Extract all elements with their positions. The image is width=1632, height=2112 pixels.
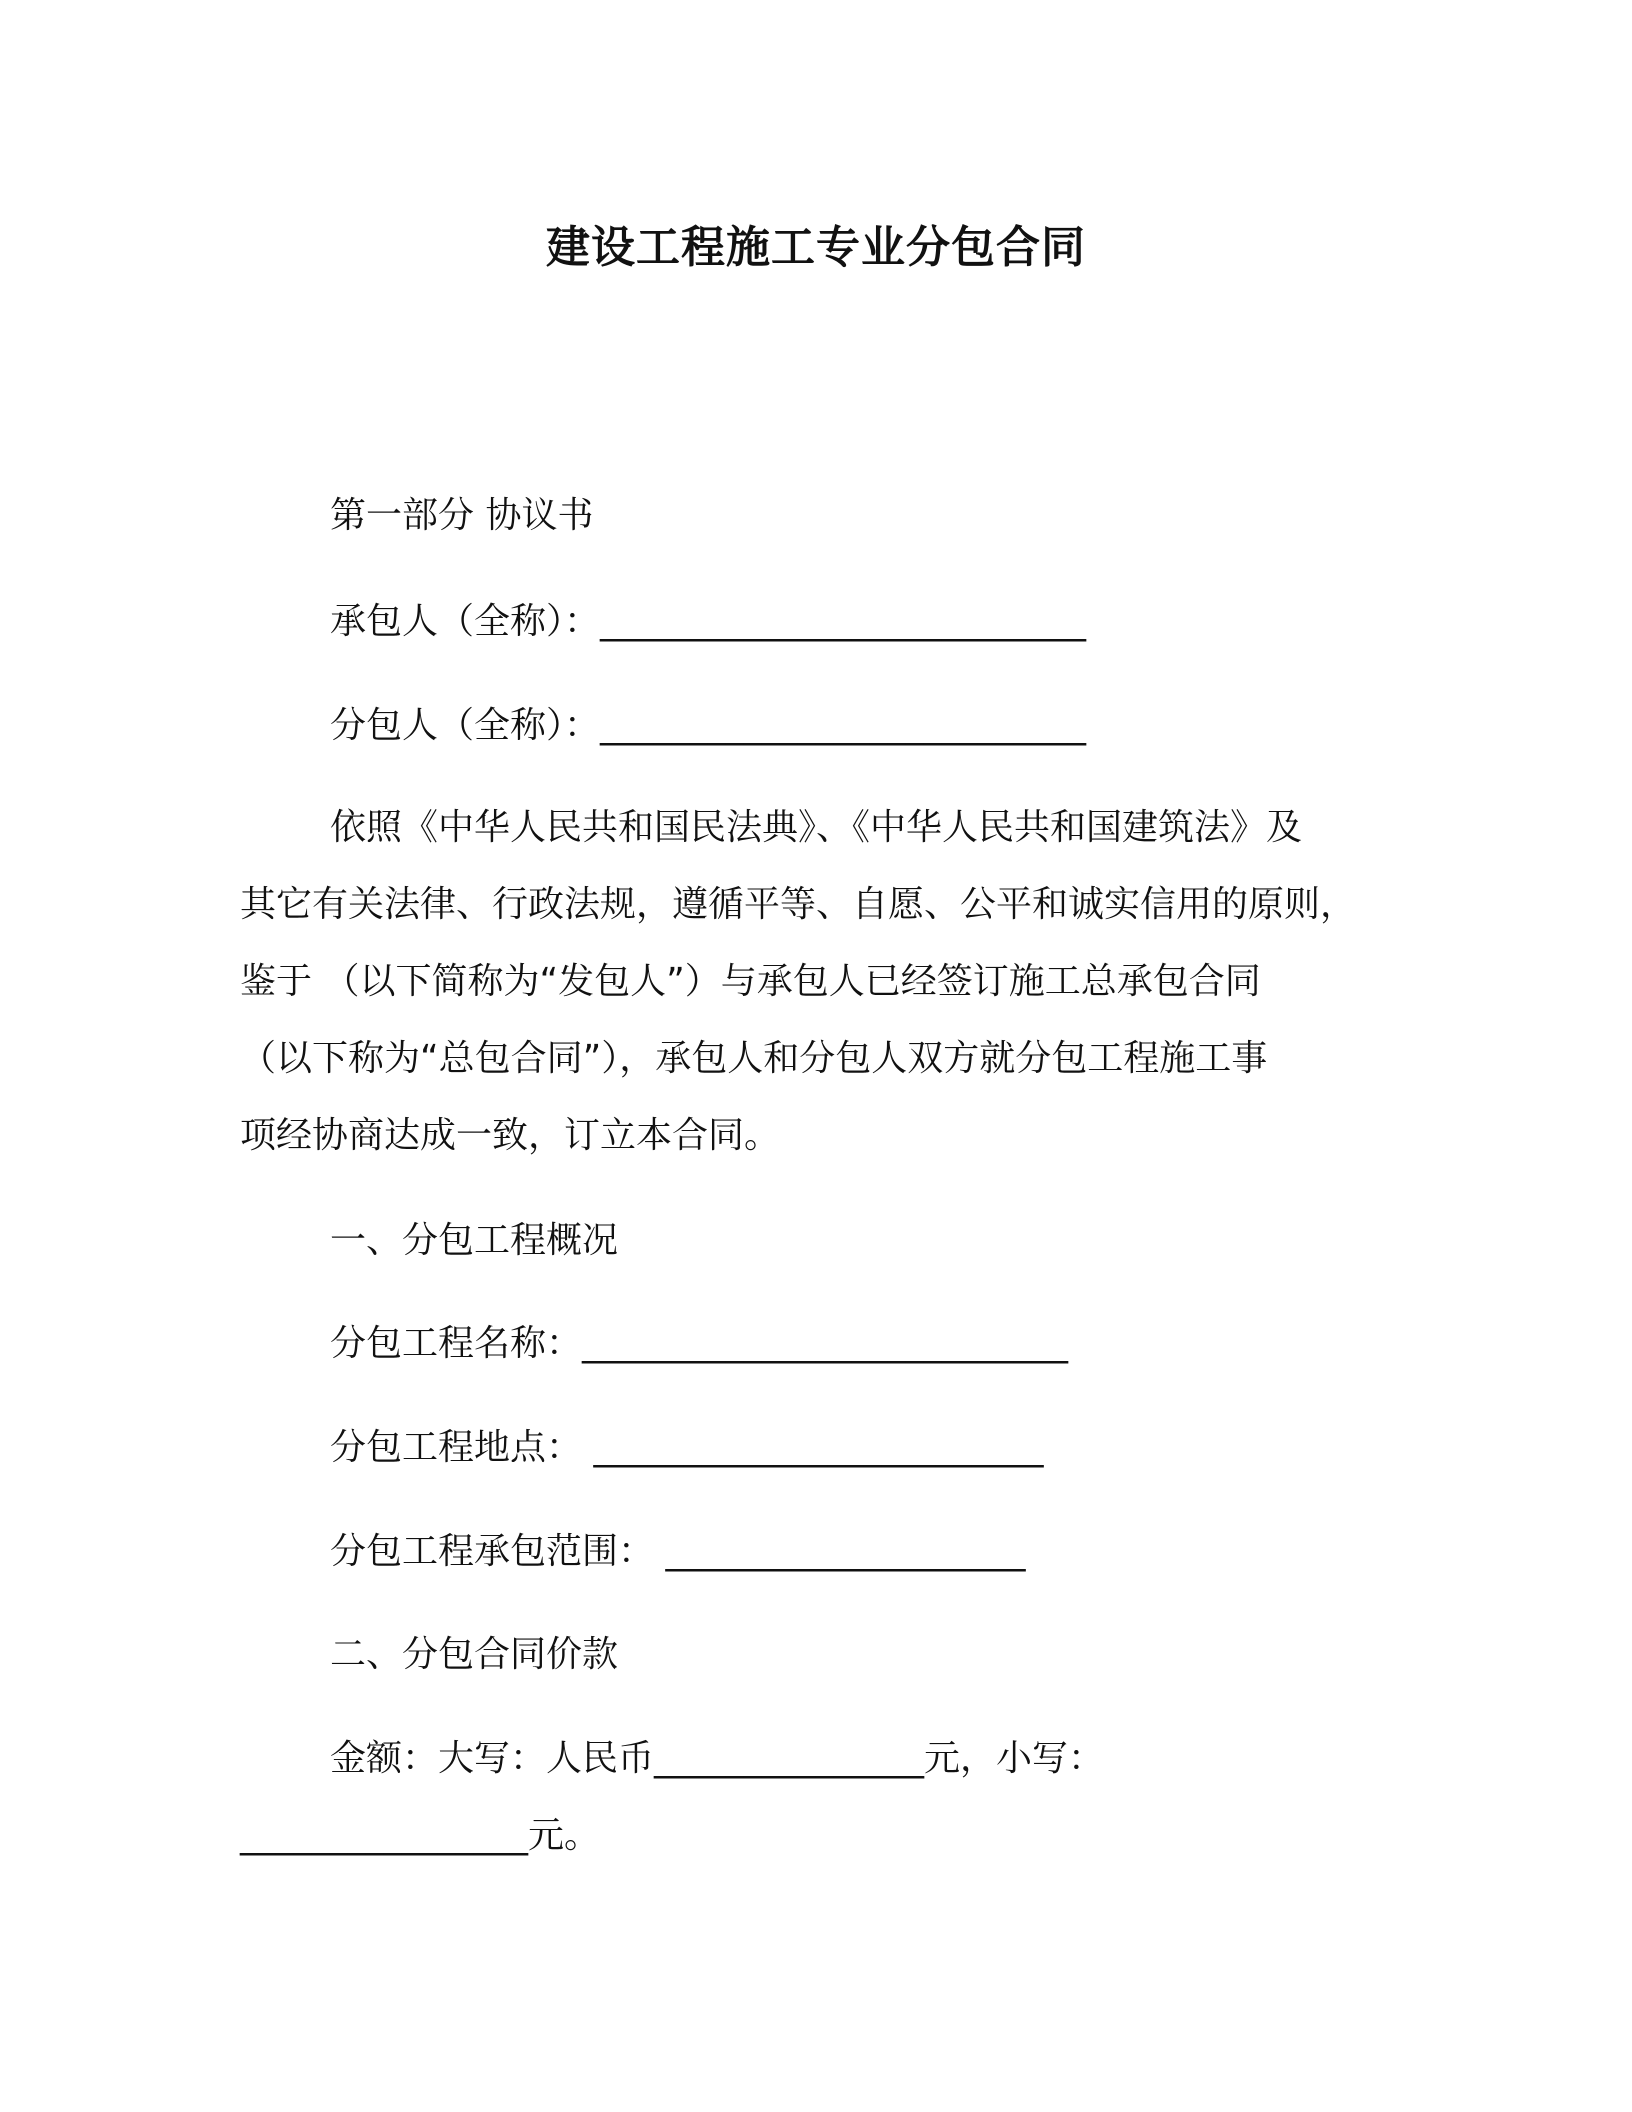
contractor-line: 承包人（全称）：___________________________ [330, 601, 1087, 642]
amount-line: 金额：大写：人民币_______________元，小写： [330, 1738, 1105, 1779]
document-title: 建设工程施工专业分包合同 [546, 222, 1086, 273]
project-scope-line: 分包工程承包范围： ____________________ [330, 1531, 1026, 1572]
project-location-line: 分包工程地点： _________________________ [330, 1427, 1044, 1468]
intro-line: 项经协商达成一致，订立本合同。 [240, 1115, 781, 1156]
section-2-heading: 二、分包合同价款 [330, 1634, 619, 1675]
intro-line: （以下称为“总包合同”），承包人和分包人双方就分包工程施工事 [240, 1038, 1268, 1079]
intro-line: 鉴于 （以下简称为“发包人”）与承包人已经签订施工总承包合同 [240, 961, 1261, 1002]
intro-line: 依照《中华人民共和国民法典》、《中华人民共和国建筑法》及 [330, 807, 1303, 848]
section-1-heading: 一、分包工程概况 [330, 1220, 619, 1261]
intro-line: 其它有关法律、行政法规，遵循平等、自愿、公平和诚实信用的原则， [240, 884, 1357, 925]
subcontractor-line: 分包人（全称）：___________________________ [330, 705, 1087, 746]
amount-line-continued: ________________元。 [240, 1815, 601, 1856]
project-name-line: 分包工程名称：___________________________ [330, 1323, 1069, 1364]
part-heading: 第一部分 协议书 [330, 495, 594, 536]
